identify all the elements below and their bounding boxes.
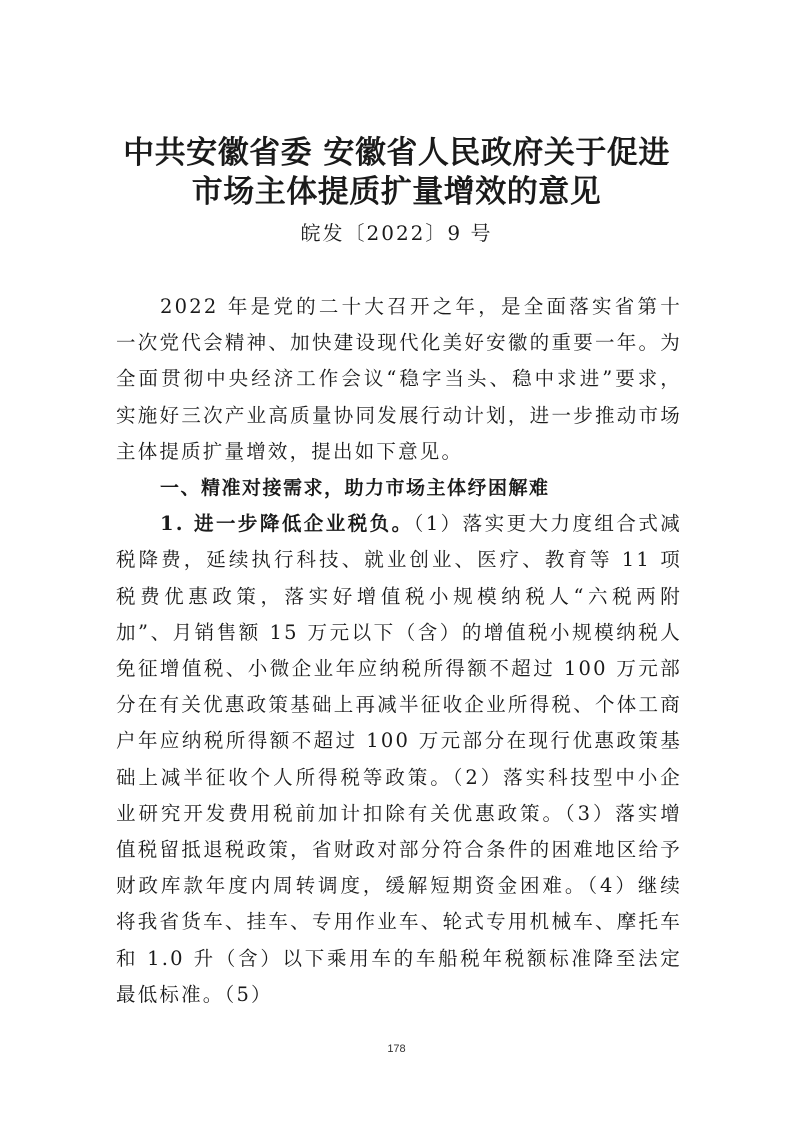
- item-1-paragraph: [116, 506, 682, 1013]
- page-number: 178: [387, 1043, 406, 1055]
- section-heading: 一、精准对接需求，助力市场主体纾困解难: [160, 477, 550, 500]
- document-number: 皖发〔2022〕9 号: [300, 221, 493, 245]
- document-title-line-2: 市场主体提质扩量增效的意见: [191, 174, 602, 210]
- document-body: [116, 289, 682, 1013]
- document-title-line-1: 中共安徽省委 安徽省人民政府关于促进: [123, 135, 670, 171]
- item-1-lead: 1. 进一步降低企业税负。: [160, 512, 414, 536]
- intro-paragraph: 2022 年是党的二十大召开之年，是全面落实省第十一次党代会精神、加快建设现代化美好安徽的重要一年。为全面贯彻中央经济工作会议“稳字当头、稳中求进”要求，实施好三次产业高质量协同发展行动计划，进一步推动市场主体提质扩量增效，提出如下意见。: [116, 295, 682, 463]
- item-1-text: （1）落实更大力度组合式减税降费，延续执行科技、就业创业、医疗、教育等 11 项税费优惠政策，落实好增值税小规模纳税人“六税两附加”、月销售额 15 万元以下（含）的增值税小规模纳税人免征增值税、小微企业年应纳税所得额不超过 100 万元部分在有关优惠政策基础上再减半征收企业所得税、个体工商户年应纳税所得额不超过 100 万元部分在现行优惠政策基础上减半征收个人所得税等政策。（2）落实科技型中小企业研究开发费用税前加计扣除有关优惠政策。（3）落实增值税留抵退税政策，省财政对部分符合条件的困难地区给予财政库款年度内周转调度，缓解短期资金困难。（4）继续将我省货车、挂车、专用作业车、轮式专用机械车、摩托车和 1.0 升（含）以下乘用车的车船税年税额标准降至法定最低标准。（5）: [116, 512, 682, 1006]
